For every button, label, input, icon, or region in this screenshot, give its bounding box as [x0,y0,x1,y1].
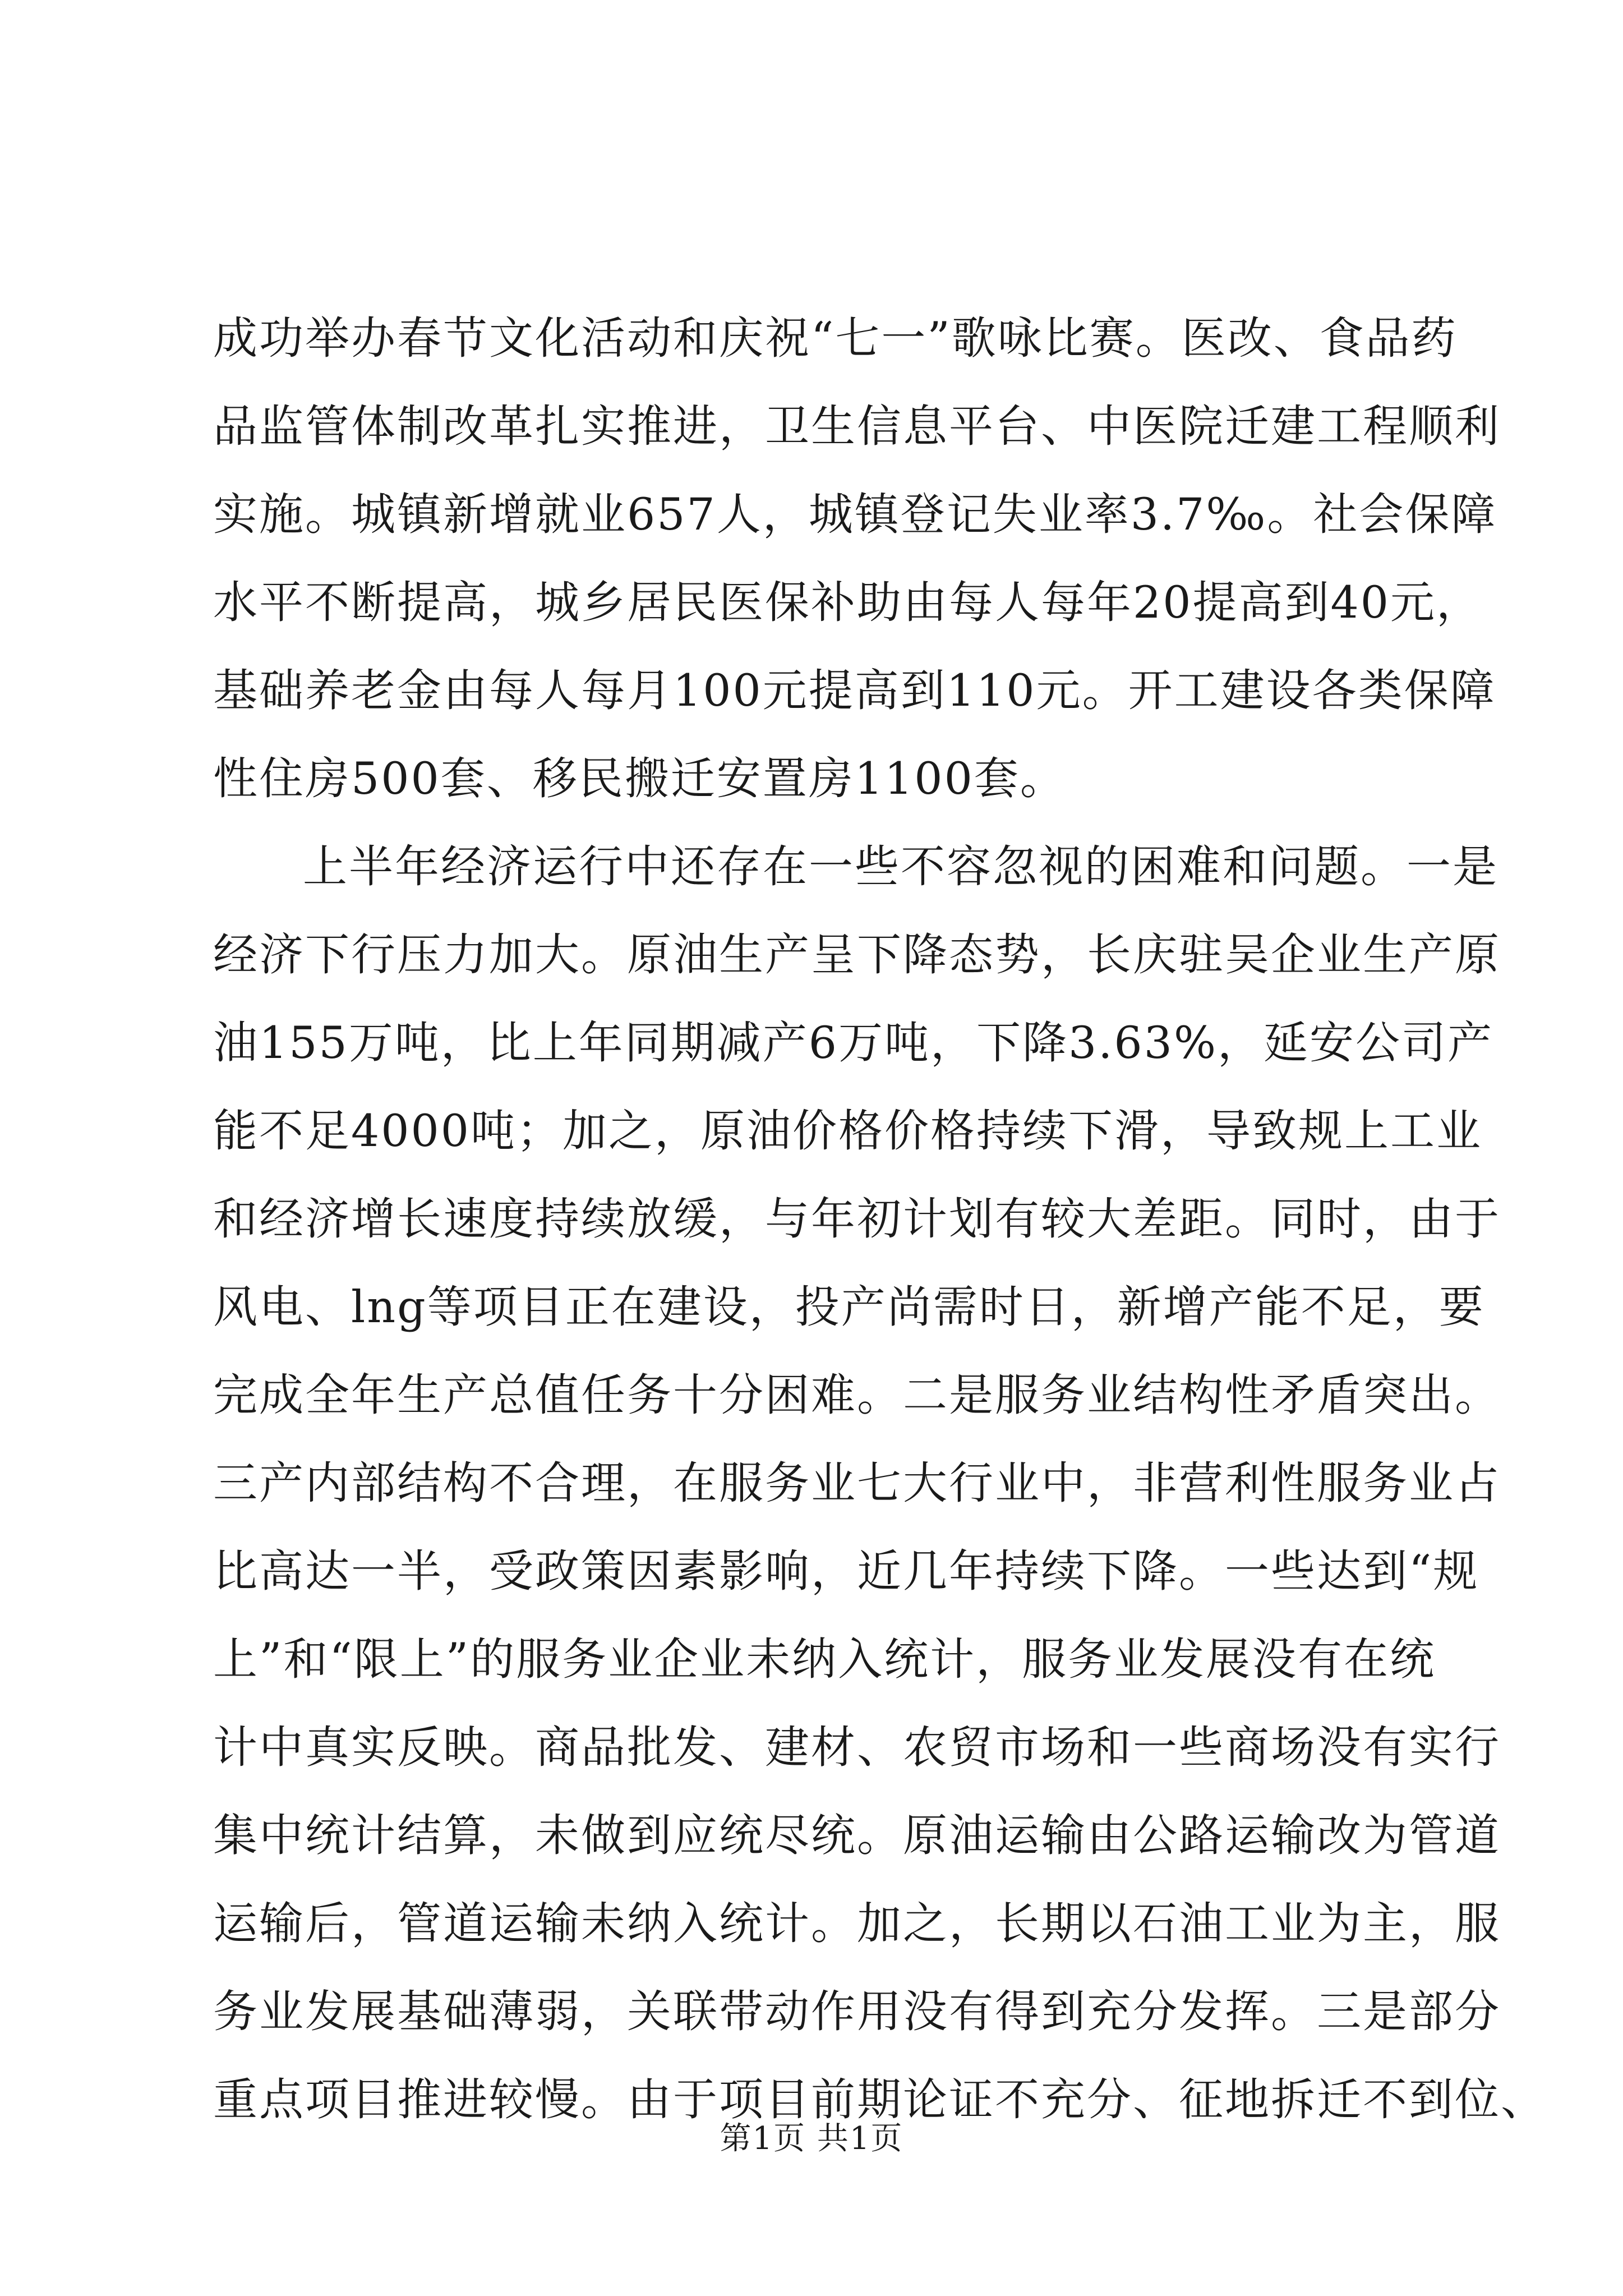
text-line: 务业发展基础薄弱，关联带动作用没有得到充分发挥。三是部分 [213,1986,1501,2037]
text-line: 上”和“限上”的服务业企业未纳入统计，服务业发展没有在统 [213,1634,1436,1685]
page-footer [0,2119,1623,2159]
text-line: 能不足4000吨；加之，原油价格价格持续下滑，导致规上工业 [213,1105,1483,1157]
text-line: 基础养老金由每人每月100元提高到110元。开工建设各类保障 [213,665,1496,716]
paragraph [213,823,1547,2144]
text-line: 性住房500套、移民搬迁安置房1100套。 [213,753,1066,804]
text-line: 计中真实反映。商品批发、建材、农贸市场和一些商场没有实行 [213,1722,1501,1773]
text-line: 比高达一半，受政策因素影响，近几年持续下降。一些达到“规 [213,1545,1479,1597]
paragraph [213,295,1501,823]
text-line: 成功举办春节文化活动和庆祝“七一”歌咏比赛。医改、食品药 [213,312,1458,364]
text-line: 经济下行压力加大。原油生产呈下降态势，长庆驻吴企业生产原 [213,929,1501,981]
text-line: 油155万吨，比上年同期减产6万吨，下降3.63%，延安公司产 [213,1017,1494,1069]
page-number: 第1页 共1页 [720,2120,903,2157]
text-line: 水平不断提高，城乡居民医保补助由每人每年20提高到40元， [213,577,1483,628]
text-line: 品监管体制改革扎实推进，卫生信息平台、中医院迁建工程顺利 [213,401,1501,452]
text-line: 集中统计结算，未做到应统尽统。原油运输由公路运输改为管道 [213,1810,1501,1861]
text-line: 实施。城镇新增就业657人，城镇登记失业率3.7‰。社会保障 [213,489,1497,540]
text-line: 完成全年生产总值任务十分困难。二是服务业结构性矛盾突出。 [213,1369,1501,1421]
text-line: 风电、lng等项目正在建设，投产尚需时日，新增产能不足，要 [213,1281,1485,1333]
text-line: 和经济增长速度持续放缓，与年初计划有较大差距。同时，由于 [213,1193,1501,1245]
text-line: 三产内部结构不合理，在服务业七大行业中，非营利性服务业占 [213,1457,1501,1509]
body-text [213,295,1547,2144]
text-line: 运输后，管道运输未纳入统计。加之，长期以石油工业为主，服 [213,1898,1501,1949]
text-line: 上半年经济运行中还存在一些不容忽视的困难和问题。一是 [303,841,1498,892]
text-line: 重点项目推进较慢。由于项目前期论证不充分、征地拆迁不到位、 [213,2074,1547,2125]
